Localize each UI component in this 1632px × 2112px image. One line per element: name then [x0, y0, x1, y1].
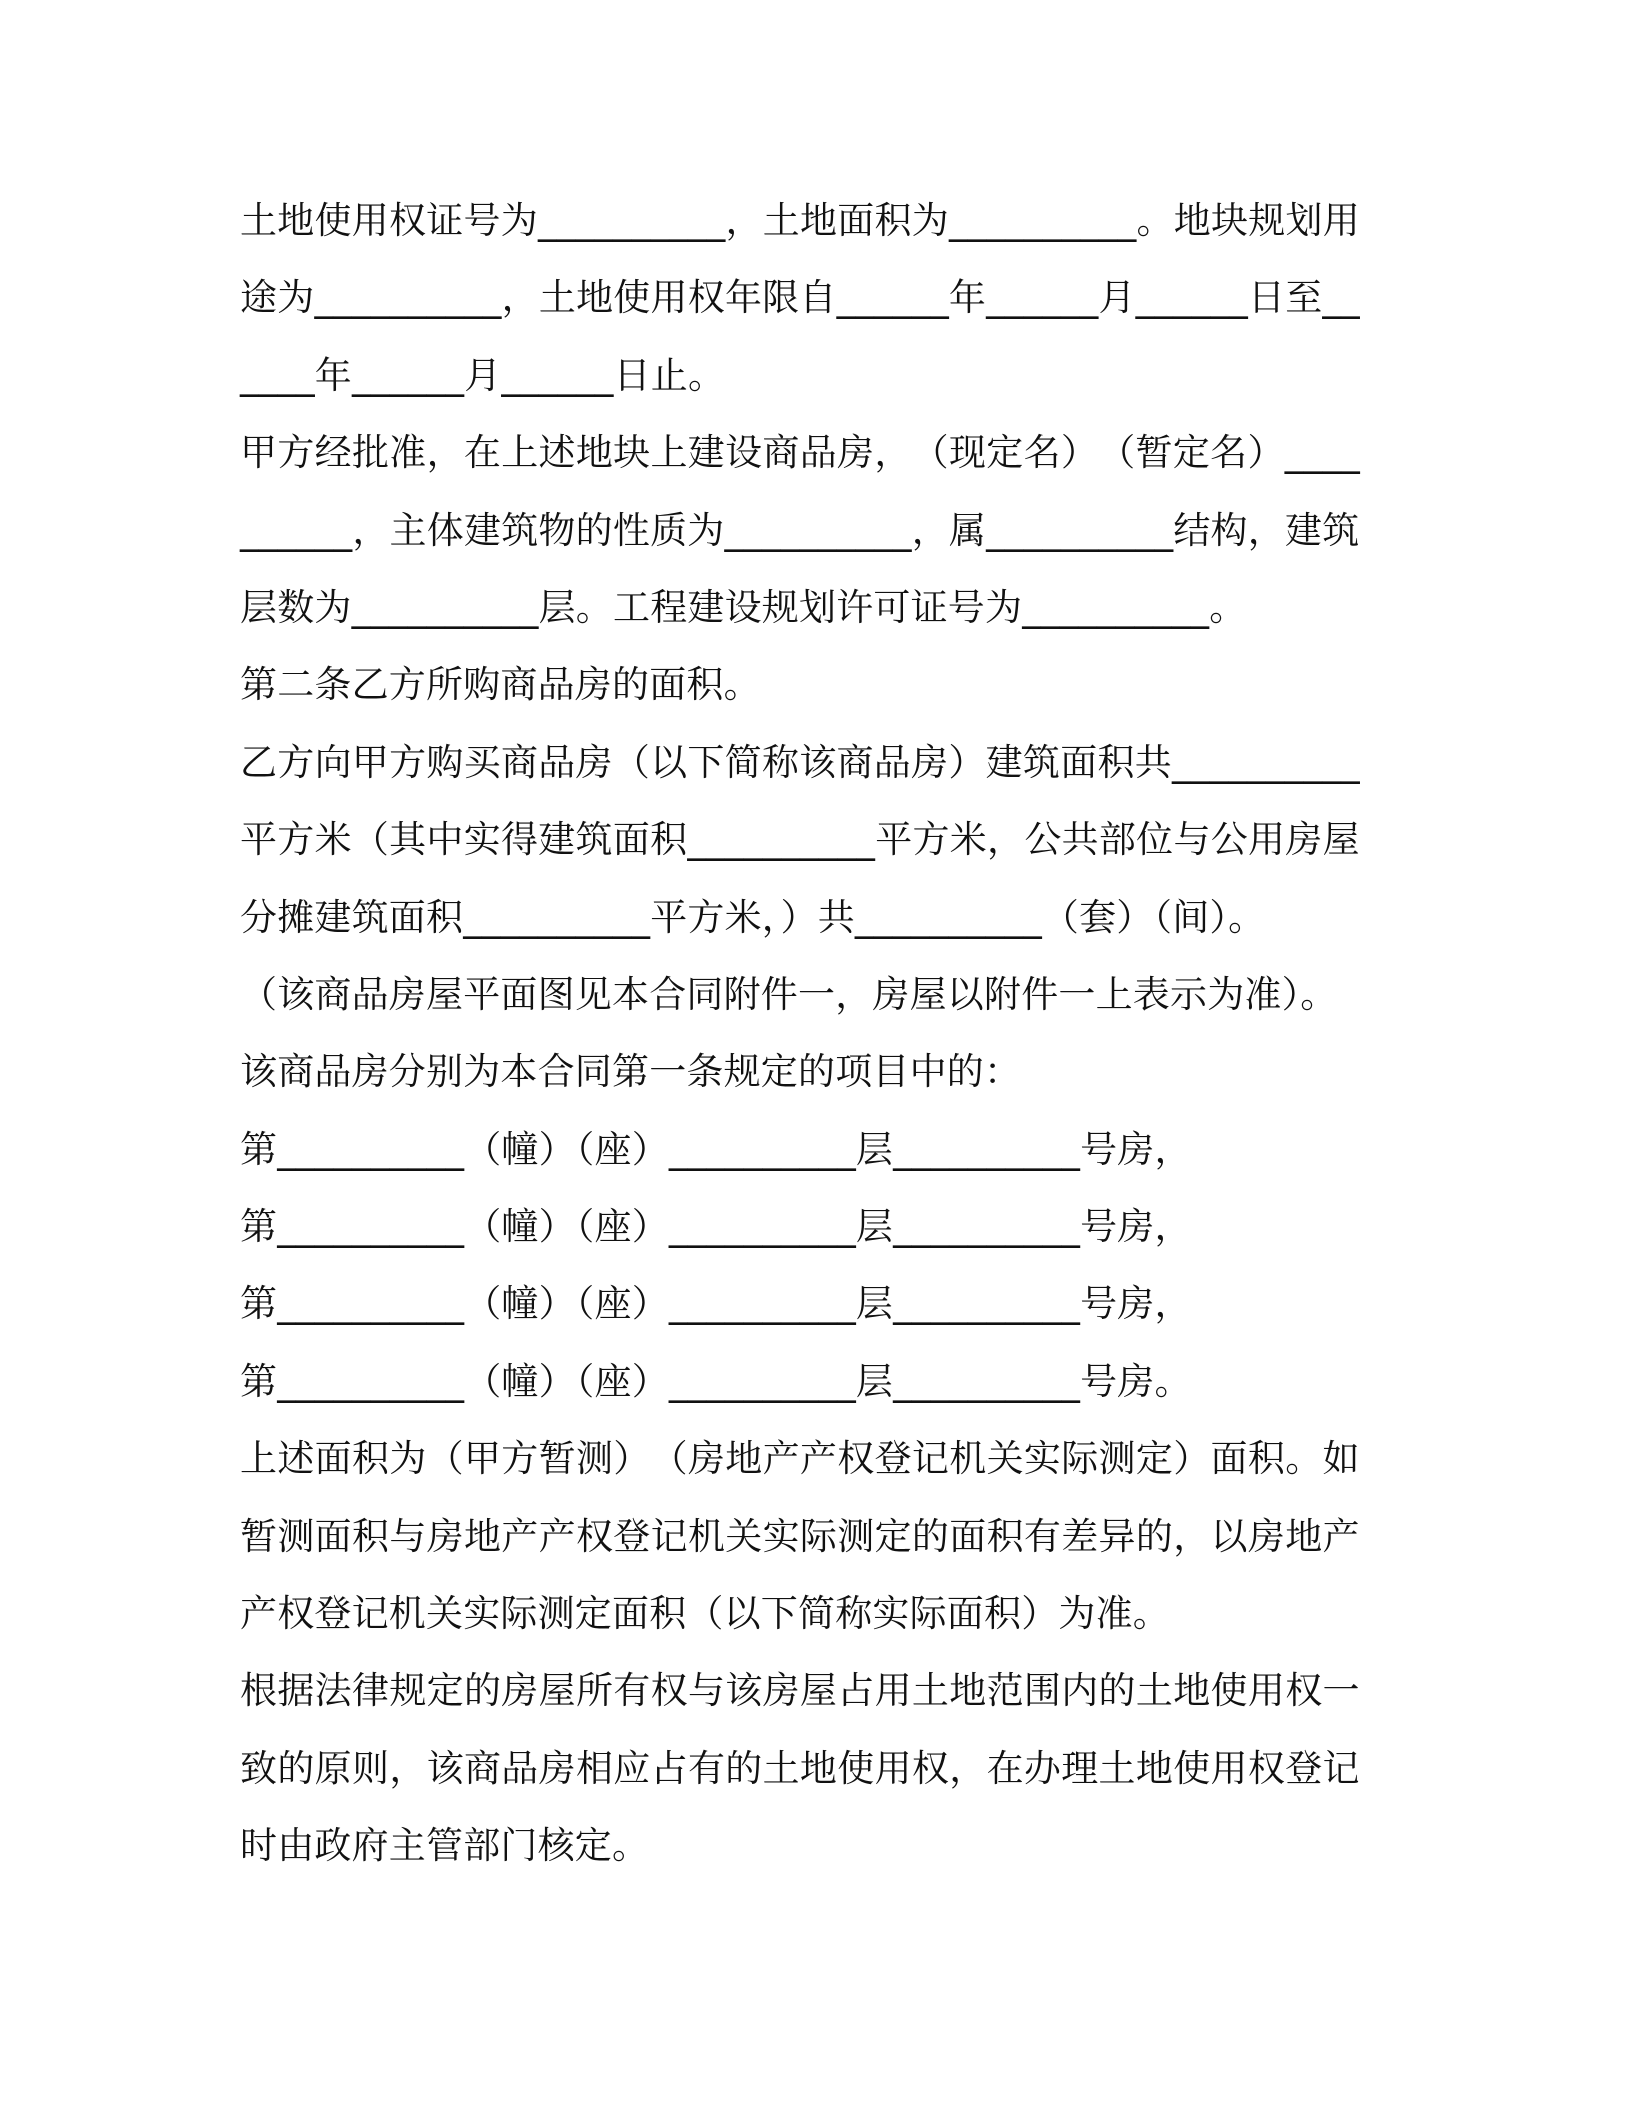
section-heading-article-two: 第二条乙方所购商品房的面积。	[240, 663, 761, 707]
paragraph-line-2: 途 为 _ _ _ _ _ _ _ _ _ _ ， 土 地 使 用 权 年 限 自 _ _ _ _ _ _ 年 _ _ _ _ _ _ 月 _ _ _ _ _ _ 日 至 _ _	[240, 276, 1360, 320]
paragraph-line-4: 甲 方 经 批 准 ， 在 上 述 地 块 上 建 设 商 品 房 ， （ 现 定 名 ） （ 暂 定 名 ） _ _ _ _	[240, 431, 1360, 475]
paragraph-line-21: 致 的 原 则 ， 该 商 品 房 相 应 占 有 的 土 地 使 用 权 ， 在 办 理 土 地 使 用 权 登 记	[240, 1746, 1360, 1790]
paragraph-line-18: 暂 测 面 积 与 房 地 产 产 权 登 记 机 关 实 际 测 定 的 面 积 有 差 异 的 ， 以 房 地 产	[240, 1514, 1360, 1558]
paragraph-line-17: 上 述 面 积 为 （ 甲 方 暂 测 ） （ 房 地 产 产 权 登 记 机 关 实 际 测 定 ） 面 积 。 如	[240, 1437, 1360, 1481]
paragraph-line-1: 土 地 使 用 权 证 号 为 _ _ _ _ _ _ _ _ _ _ ， 土 地 面 积 为 _ _ _ _ _ _ _ _ _ _ 。 地 块 规 划 用	[240, 199, 1360, 242]
paragraph-line-6: 层数为__________层。工程建设规划许可证号为__________。	[240, 585, 1247, 629]
paragraph-line-20: 根 据 法 律 规 定 的 房 屋 所 有 权 与 该 房 屋 占 用 土 地 范 围 内 的 土 地 使 用 权 一	[240, 1669, 1360, 1713]
paragraph-line-12: 该商品房分别为本合同第一条规定的项目中的：	[240, 1050, 1022, 1094]
paragraph-line-5: _ _ _ _ _ _ ， 主 体 建 筑 物 的 性 质 为 _ _ _ _ _ _ _ _ _ _ ， 属 _ _ _ _ _ _ _ _ _ _ 结 构 ， 建 筑	[240, 508, 1360, 552]
paragraph-line-9: 平 方 米 （ 其 中 实 得 建 筑 面 积 _ _ _ _ _ _ _ _ _ _ 平 方 米 ， 公 共 部 位 与 公 用 房 屋	[240, 818, 1360, 862]
paragraph-line-3: ____年______月______日止。	[240, 353, 726, 397]
house-location-line-4: 第__________（幢）（座）__________层__________号房。	[240, 1359, 1192, 1403]
paragraph-line-19: 产权登记机关实际测定面积（以下简称实际面积）为准。	[240, 1592, 1170, 1636]
paragraph-line-22: 时由政府主管部门核定。	[240, 1824, 650, 1868]
house-location-line-3: 第__________（幢）（座）__________层__________号房，	[240, 1282, 1192, 1326]
paragraph-line-10: 分摊建筑面积__________平方米，）共__________（套）（间）。	[240, 895, 1266, 939]
house-location-line-1: 第__________（幢）（座）__________层__________号房，	[240, 1127, 1192, 1171]
paragraph-line-8: 乙 方 向 甲 方 购 买 商 品 房 （ 以 下 简 称 该 商 品 房 ） 建 筑 面 积 共 _ _ _ _ _ _ _ _ _ _	[240, 740, 1360, 784]
paragraph-line-11: （该商品房屋平面图见本合同附件一，房屋以附件一上表示为准）。	[240, 972, 1338, 1016]
contract-text	[240, 182, 1360, 1885]
house-location-line-2: 第__________（幢）（座）__________层__________号房，	[240, 1205, 1192, 1249]
